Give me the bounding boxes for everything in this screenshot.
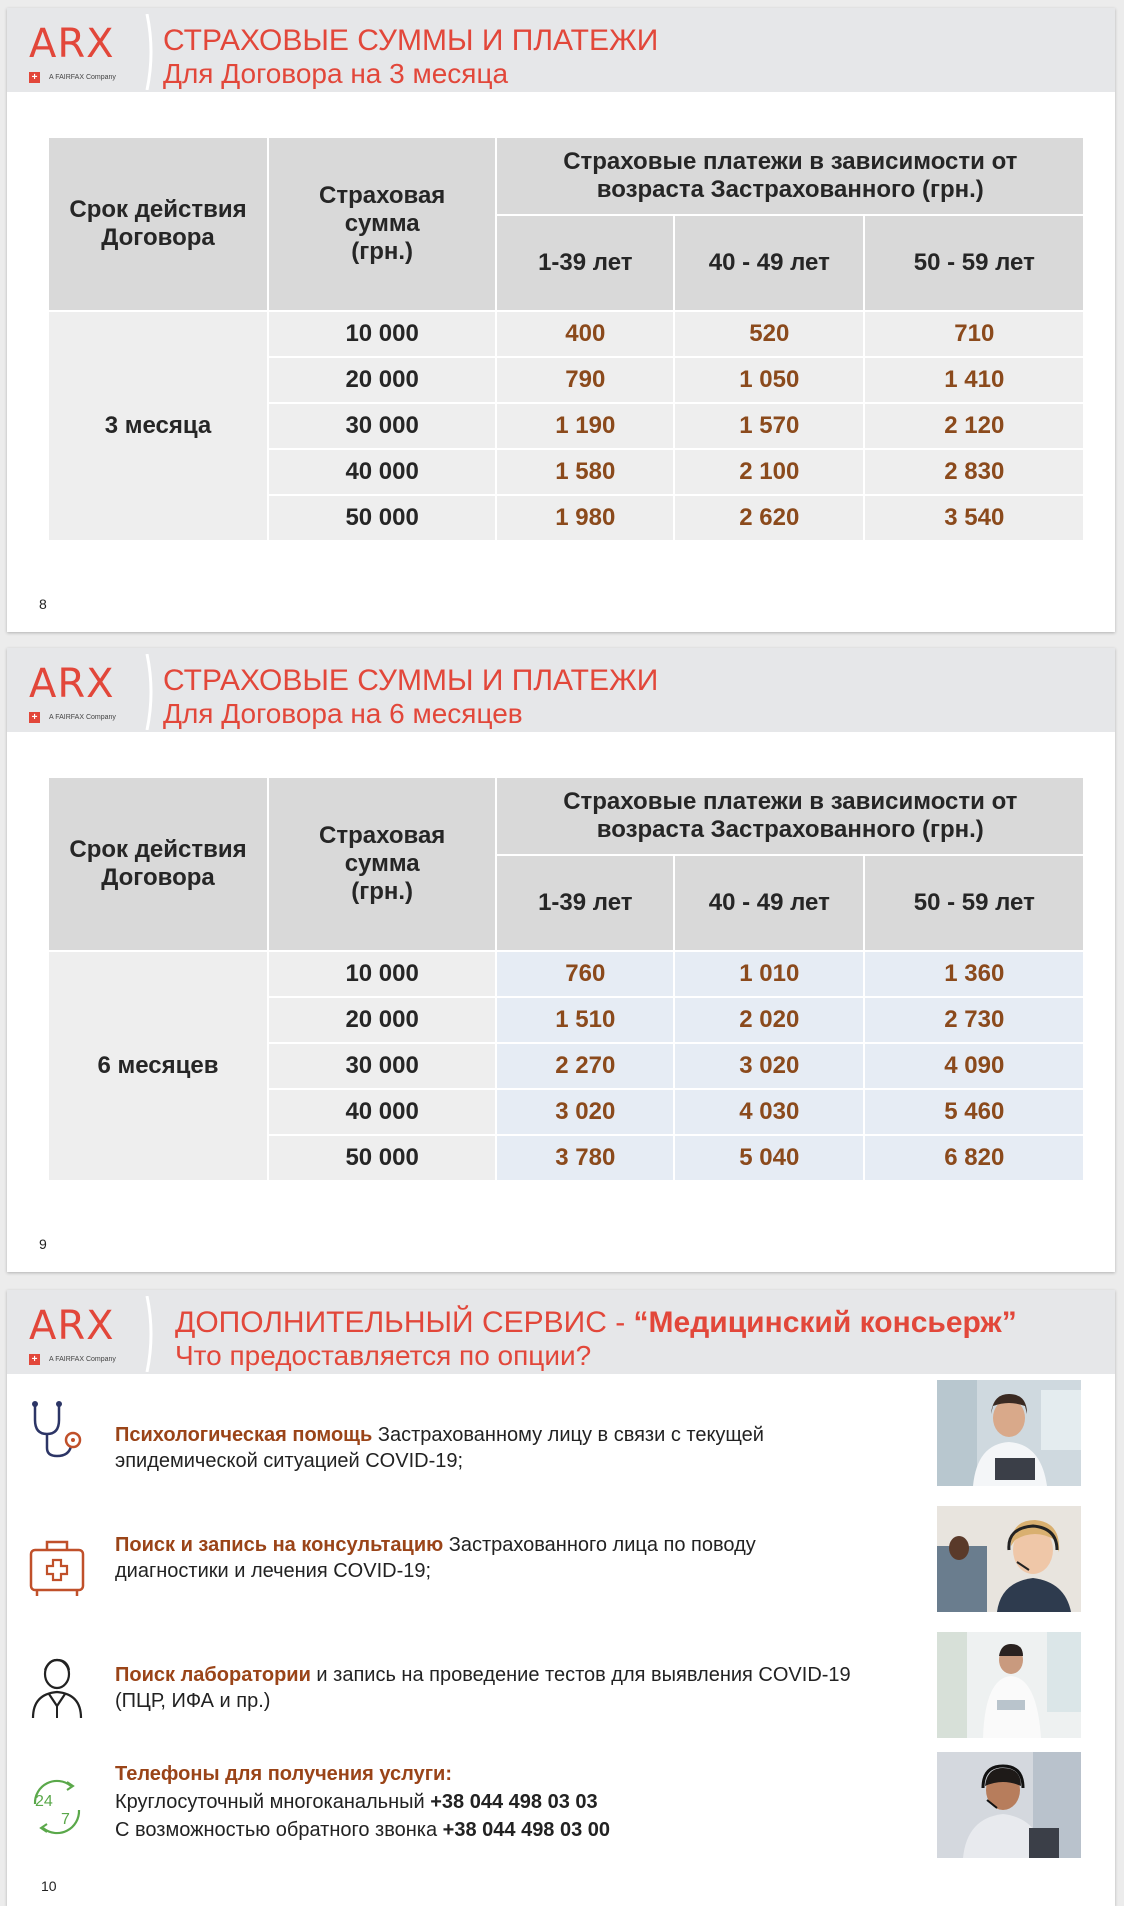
sum-cell: 50 000: [268, 1135, 496, 1181]
payment-cell: 1 360: [864, 951, 1084, 997]
slide-3-months: [7, 8, 1115, 632]
service-item: [7, 1380, 1115, 1500]
payment-cell: 3 020: [496, 1089, 674, 1135]
doctor-icon: [27, 1654, 87, 1720]
page-number: 8: [39, 596, 47, 612]
cross-icon: +: [29, 712, 40, 723]
arx-logo: ARX + A FAIRFAX Company: [29, 21, 116, 83]
payment-cell: 5 040: [674, 1135, 864, 1181]
payment-cell: 1 580: [496, 449, 674, 495]
header-payments: Страховые платежи в зависимости от возраста Застрахованного (грн.): [496, 777, 1084, 855]
table-row: [48, 311, 1084, 357]
table-row: [48, 951, 1084, 997]
slide-6-months: [7, 648, 1115, 1272]
arx-logo: ARX + A FAIRFAX Company: [29, 661, 116, 723]
arx-logo: ARX + A FAIRFAX Company: [29, 1303, 116, 1365]
service-item: [7, 1632, 1115, 1752]
payment-cell: 6 820: [864, 1135, 1084, 1181]
sum-cell: 40 000: [268, 449, 496, 495]
payment-cell: 790: [496, 357, 674, 403]
payment-cell: 2 830: [864, 449, 1084, 495]
payment-cell: 1 570: [674, 403, 864, 449]
sum-cell: 10 000: [268, 951, 496, 997]
term-cell: 6 месяцев: [48, 951, 268, 1181]
payment-cell: 2 270: [496, 1043, 674, 1089]
header-divider: [145, 654, 157, 730]
sum-cell: 50 000: [268, 495, 496, 541]
payment-cell: 710: [864, 311, 1084, 357]
payment-cell: 1 050: [674, 357, 864, 403]
sum-cell: 10 000: [268, 311, 496, 357]
page-number: 10: [41, 1878, 57, 1894]
stethoscope-icon: [27, 1398, 87, 1464]
payment-cell: 2 020: [674, 997, 864, 1043]
header-payments: Страховые платежи в зависимости от возраста Застрахованного (грн.): [496, 137, 1084, 215]
slide-title: ДОПОЛНИТЕЛЬНЫЙ СЕРВИС - “Медицинский консьерж”: [175, 1306, 1017, 1339]
payment-cell: 400: [496, 311, 674, 357]
payment-cell: 3 780: [496, 1135, 674, 1181]
premium-table-6-months: [47, 776, 1085, 1182]
sum-cell: 20 000: [268, 997, 496, 1043]
slide-subtitle: Для Договора на 6 месяцев: [163, 698, 523, 729]
sum-cell: 30 000: [268, 403, 496, 449]
payment-cell: 4 090: [864, 1043, 1084, 1089]
cross-icon: +: [29, 1354, 40, 1365]
header-term: Срок действия Договора: [48, 777, 268, 951]
service-text: Поиск лаборатории и запись на проведение тестов для выявления COVID-19 (ПЦР, ИФА и пр.): [115, 1664, 851, 1712]
header-age-2: 40 - 49 лет: [674, 215, 864, 311]
slide-subtitle: Для Договора на 3 месяца: [163, 58, 509, 89]
payment-cell: 1 510: [496, 997, 674, 1043]
payment-cell: 2 100: [674, 449, 864, 495]
payment-cell: 1 410: [864, 357, 1084, 403]
payment-cell: 4 030: [674, 1089, 864, 1135]
service-item: [7, 1506, 1115, 1626]
call-center-photo: [937, 1506, 1081, 1612]
slide-header: [7, 648, 1115, 732]
payment-cell: 5 460: [864, 1089, 1084, 1135]
payment-cell: 2 730: [864, 997, 1084, 1043]
header-divider: [145, 14, 157, 90]
header-sum: Страховая сумма (грн.): [268, 777, 496, 951]
service-text: Психологическая помощь Застрахованному лицу в связи с текущей эпидемической ситуацией COVID-19;: [115, 1424, 764, 1472]
header-divider: [145, 1296, 157, 1372]
clock-24-7-icon: [27, 1774, 87, 1840]
service-item: [7, 1752, 1115, 1872]
header-sum: Страховая сумма (грн.): [268, 137, 496, 311]
header-age-1: 1-39 лет: [496, 855, 674, 951]
payment-cell: 2 120: [864, 403, 1084, 449]
sum-cell: 20 000: [268, 357, 496, 403]
payment-cell: 1 190: [496, 403, 674, 449]
slide-header: [7, 1290, 1115, 1374]
premium-table-3-months: [47, 136, 1085, 542]
payment-cell: 520: [674, 311, 864, 357]
slide-title: СТРАХОВЫЕ СУММЫ И ПЛАТЕЖИ: [163, 664, 659, 697]
doctor-photo: [937, 1380, 1081, 1486]
header-age-3: 50 - 59 лет: [864, 855, 1084, 951]
phone-number: +38 044 498 03 03: [430, 1791, 598, 1813]
header-age-2: 40 - 49 лет: [674, 855, 864, 951]
slide-header: [7, 8, 1115, 92]
lab-doctor-photo: [937, 1632, 1081, 1738]
payment-cell: 760: [496, 951, 674, 997]
payment-cell: 3 020: [674, 1043, 864, 1089]
header-term: Срок действия Договора: [48, 137, 268, 311]
sum-cell: 30 000: [268, 1043, 496, 1089]
header-age-1: 1-39 лет: [496, 215, 674, 311]
service-text: Телефоны для получения услуги: Круглосуточный многоканальный +38 044 498 03 03 С возможностью обратного звонка +38 044 498 03 00: [115, 1763, 611, 1841]
service-text: Поиск и запись на консультацию Застрахованного лица по поводу диагностики и лечения COVID-19;: [115, 1534, 756, 1582]
payment-cell: 3 540: [864, 495, 1084, 541]
operator-photo: [937, 1752, 1081, 1858]
medical-kit-icon: [27, 1536, 87, 1602]
page-number: 9: [39, 1236, 47, 1252]
slide-medical-concierge: [7, 1290, 1115, 1906]
payment-cell: 2 620: [674, 495, 864, 541]
svg-text:7: 7: [61, 1811, 70, 1828]
slide-subtitle: Что предоставляется по опции?: [175, 1340, 592, 1371]
phone-number: +38 044 498 03 00: [442, 1819, 611, 1841]
sum-cell: 40 000: [268, 1089, 496, 1135]
slide-title: СТРАХОВЫЕ СУММЫ И ПЛАТЕЖИ: [163, 24, 659, 57]
term-cell: 3 месяца: [48, 311, 268, 541]
svg-text:24: 24: [35, 1793, 53, 1810]
cross-icon: +: [29, 72, 40, 83]
payment-cell: 1 980: [496, 495, 674, 541]
payment-cell: 1 010: [674, 951, 864, 997]
header-age-3: 50 - 59 лет: [864, 215, 1084, 311]
